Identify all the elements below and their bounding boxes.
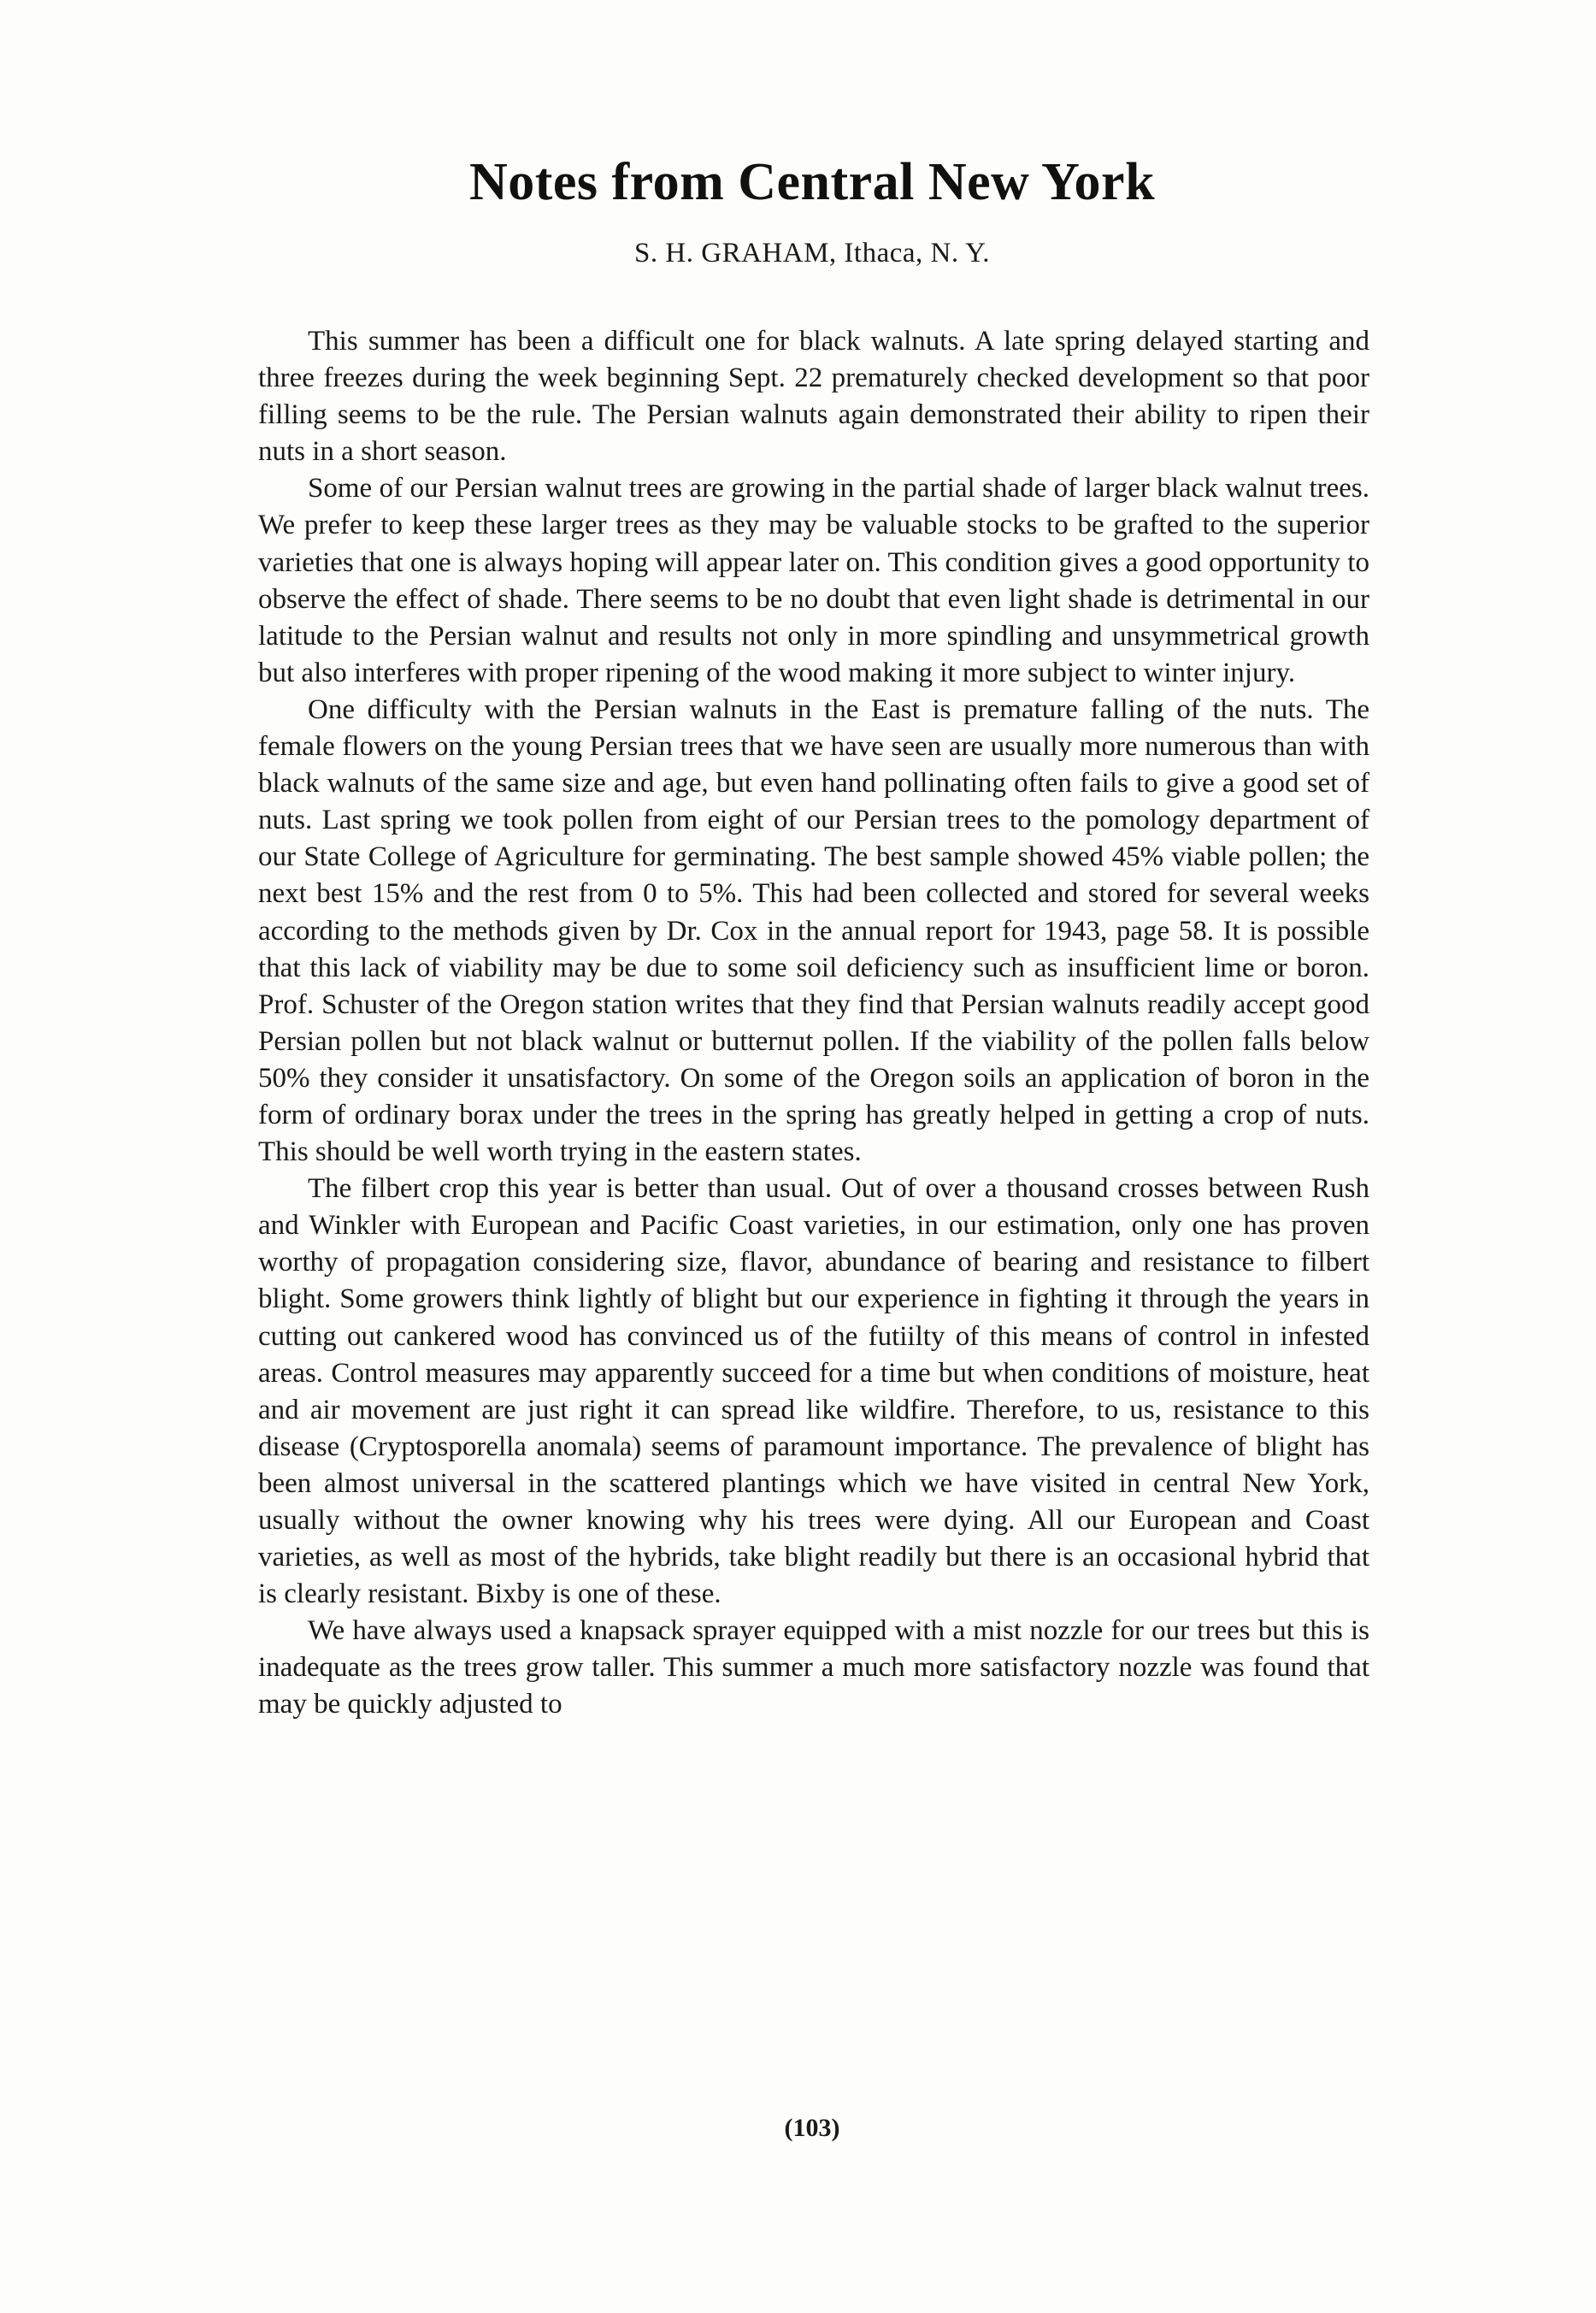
paragraph: We have always used a knapsack sprayer equipped with a mist nozzle for our trees but this is inadequate as the trees grow taller. This summer a much more satisfactory nozzle was found that may be quickly adjusted to [258, 1615, 1369, 1720]
article-body [258, 323, 1369, 1724]
page-number: (103) [784, 2114, 840, 2142]
paragraph: One difficulty with the Persian walnuts in the East is premature falling of the nuts. The female flowers on the young Persian trees that we have seen are usually more numerous than with black walnuts of the same size and age, but even hand pollinating often fails to give a good set of nuts. Last spring we took pollen from eight of our Persian trees to the pomology department of our State College of Agriculture for germinating. The best sample showed 45% viable pollen; the next best 15% and the rest from 0 to 5%. This had been collected and stored for several weeks according to the methods given by Dr. Cox in the annual report for 1943, page 58. It is possible that this lack of viability may be due to some soil deficiency such as insufficient lime or boron. Prof. Schuster of the Oregon station writes that they find that Persian walnuts readily accept good Persian pollen but not black walnut or butternut pollen. If the viability of the pollen falls below 50% they consider it unsatisfactory. On some of the Oregon soils an application of boron in the form of ordinary borax under the trees in the spring has greatly helped in getting a crop of nuts. This should be well worth trying in the eastern states. [258, 693, 1369, 1168]
paragraph: Some of our Persian walnut trees are growing in the partial shade of larger black walnut trees. We prefer to keep these larger trees as they may be valuable stocks to be grafted to the superior varieties that one is always hoping will appear later on. This condition gives a good opportunity to observe the effect of shade. There seems to be no doubt that even light shade is detrimental in our latitude to the Persian walnut and results not only in more spindling and unsymmetrical growth but also interferes with proper ripening of the wood making it more subject to winter injury. [258, 473, 1369, 688]
paragraph: This summer has been a difficult one for black walnuts. A late spring delayed starting and three freezes during the week beginning Sept. 22 prematurely checked development so that poor filling seems to be the rule. The Persian walnuts again demonstrated their ability to ripen their nuts in a short season. [258, 326, 1369, 468]
paragraph: The filbert crop this year is better than usual. Out of over a thousand crosses between Rush and Winkler with European and Pacific Coast varieties, in our estimation, only one has proven worthy of propagation considering size, flavor, abundance of bearing and resistance to filbert blight. Some growers think lightly of blight but our experience in fighting it through the years in cutting out cankered wood has convinced us of the futiilty of this means of control in infested areas. Control measures may apparently succeed for a time but when conditions of moisture, heat and air movement are just right it can spread like wildfire. Therefore, to us, resistance to this disease (Cryptosporella anomala) seems of paramount importance. The prevalence of blight has been almost universal in the scattered plantings which we have visited in central New York, usually without the owner knowing why his trees were dying. All our European and Coast varieties, as well as most of the hybrids, take blight readily but there is an occasional hybrid that is clearly resistant. Bixby is one of these. [258, 1173, 1369, 1610]
article-title: Notes from Central New York [468, 153, 1156, 211]
author-byline: S. H. GRAHAM, Ithaca, N. Y. [634, 238, 990, 268]
